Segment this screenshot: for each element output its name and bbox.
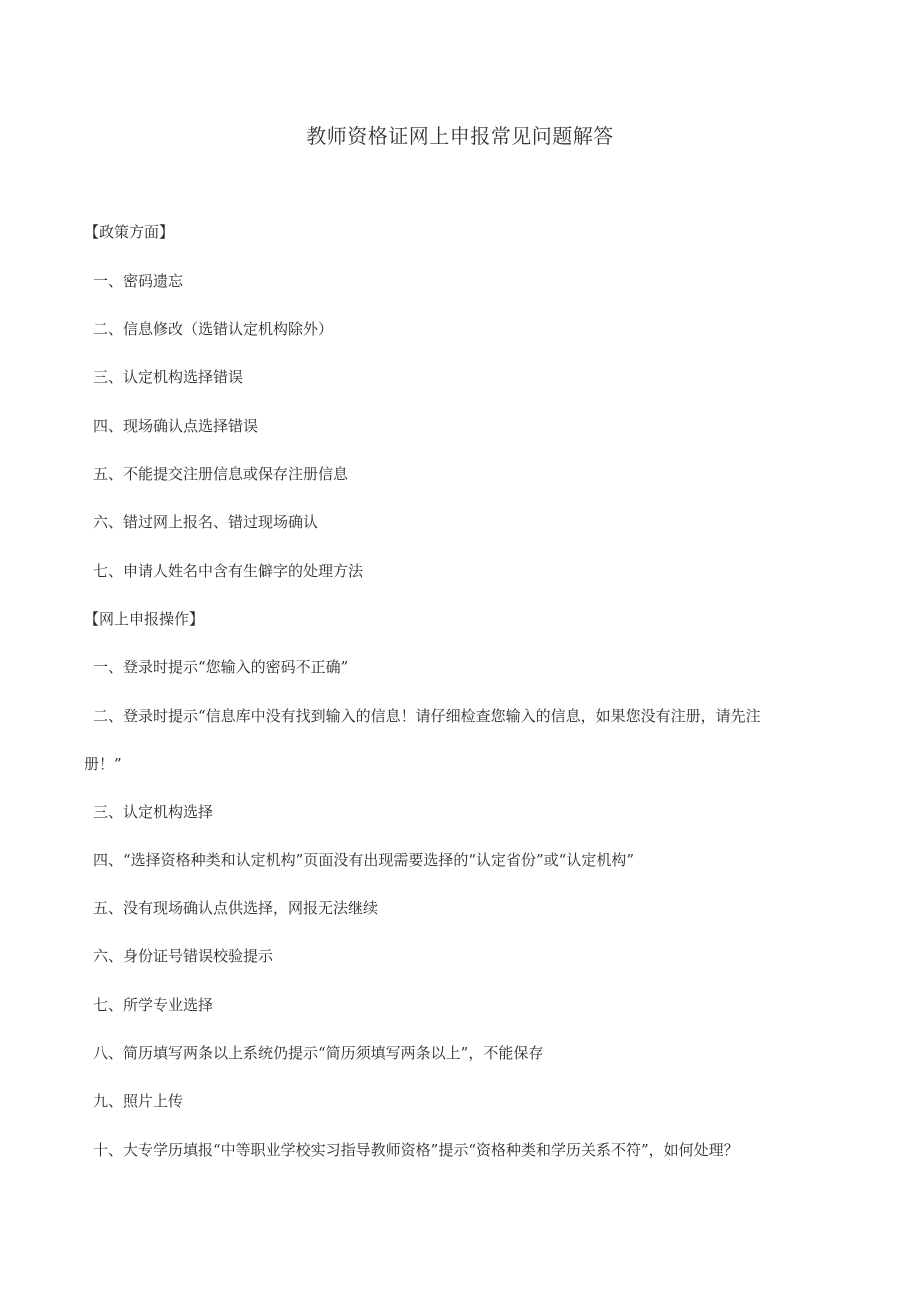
policy-item-5: 五、不能提交注册信息或保存注册信息: [93, 465, 349, 483]
policy-item-7: 七、申请人姓名中含有生僻字的处理方法: [93, 562, 364, 580]
section-heading-online-operations: 【网上申报操作】: [84, 610, 205, 628]
operations-item-1: 一、登录时提示“您输入的密码不正确”: [93, 658, 349, 676]
policy-item-3: 三、认定机构选择错误: [93, 368, 244, 386]
policy-item-2: 二、信息修改（选错认定机构除外）: [93, 320, 334, 338]
operations-item-4: 四、“选择资格种类和认定机构”页面没有出现需要选择的“认定省份”或“认定机构”: [93, 851, 635, 869]
operations-item-5: 五、没有现场确认点供选择，网报无法继续: [93, 899, 379, 917]
section-heading-policy: 【政策方面】: [84, 223, 175, 241]
operations-item-6: 六、身份证号错误校验提示: [93, 947, 274, 965]
operations-item-3: 三、认定机构选择: [93, 803, 214, 821]
policy-item-4: 四、现场确认点选择错误: [93, 417, 259, 435]
operations-item-7: 七、所学专业选择: [93, 996, 214, 1014]
operations-item-2: 二、登录时提示“信息库中没有找到输入的信息！请仔细检查您输入的信息，如果您没有注册，请先注: [93, 707, 761, 725]
policy-item-6: 六、错过网上报名、错过现场确认: [93, 513, 319, 531]
operations-item-10: 十、大专学历填报“中等职业学校实习指导教师资格”提示“资格种类和学历关系不符”，如何处理？: [93, 1141, 739, 1159]
operations-item-8: 八、简历填写两条以上系统仍提示“简历须填写两条以上”，不能保存: [93, 1044, 544, 1062]
document-title: 教师资格证网上申报常见问题解答: [306, 124, 614, 148]
operations-item-9: 九、照片上传: [93, 1092, 184, 1110]
operations-item-2-continuation: 册！”: [84, 755, 122, 773]
policy-item-1: 一、密码遗忘: [93, 272, 184, 290]
